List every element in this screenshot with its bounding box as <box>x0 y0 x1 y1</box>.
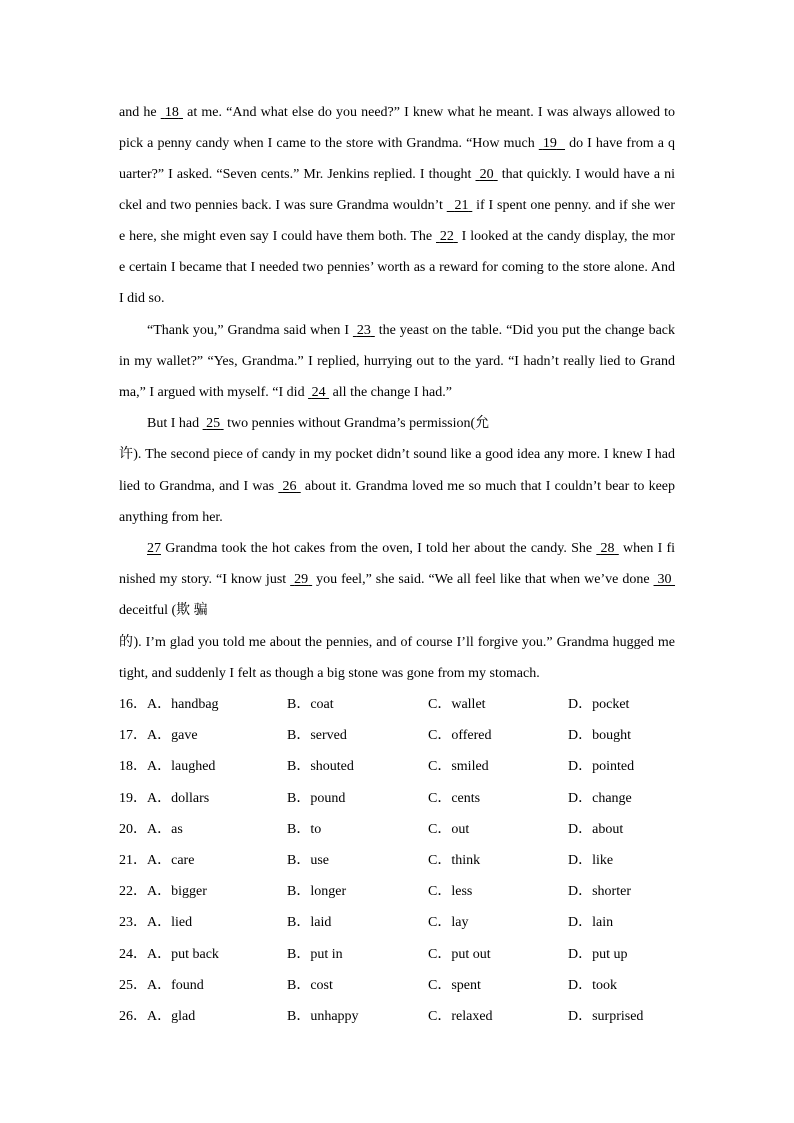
passage-text: you feel,” she said. “We all feel like that when we’ve done <box>312 572 654 587</box>
question-number: 21． <box>119 853 147 868</box>
question-row <box>119 822 699 838</box>
passage-text: if I spent one penny. and if she wer <box>472 198 676 213</box>
passage-text: about it. Grandma loved me so much that I couldn’t bear to keep <box>300 479 676 494</box>
passage-text: deceitful (欺 骗 <box>119 603 208 618</box>
passage-text: ma,” I argued with myself. “I did <box>119 385 309 400</box>
passage-line <box>119 572 675 588</box>
option-c: C．lay <box>428 915 469 930</box>
option-c: C．smiled <box>428 759 489 774</box>
passage-line <box>147 323 675 339</box>
option-c: C．out <box>428 822 470 837</box>
option-b: B．put in <box>287 947 343 962</box>
option-a: A．bigger <box>147 884 207 899</box>
blank-30: 30 <box>657 572 672 587</box>
blank-19: 19 <box>542 136 557 151</box>
blank-26: 26 <box>282 479 297 494</box>
blank-25: 25 <box>206 416 221 431</box>
passage-text: in my wallet?” “Yes, Grandma.” I replied, hurrying out to the yard. “I hadn’t really lied to Grand <box>119 354 675 369</box>
option-b: B．shouted <box>287 759 354 774</box>
option-b: B．use <box>287 853 329 868</box>
option-d: D．surprised <box>568 1009 644 1024</box>
passage-text: ckel and two pennies back. I was sure Grandma wouldn’t <box>119 198 447 213</box>
option-a: A．dollars <box>147 791 210 806</box>
option-a: A．lied <box>147 915 193 930</box>
passage-text: lied to Grandma, and I was <box>119 479 279 494</box>
option-d: D．lain <box>568 915 614 930</box>
passage-text: But I had <box>147 416 203 431</box>
question-row <box>119 947 699 963</box>
option-d: D．shorter <box>568 884 631 899</box>
passage-text: when I fi <box>618 541 676 556</box>
option-d: D．pointed <box>568 759 635 774</box>
passage-text: Grandma took the hot cakes from the oven, I told her about the candy. She <box>161 541 597 556</box>
option-b: B．laid <box>287 915 332 930</box>
option-d: D．about <box>568 822 624 837</box>
passage-line <box>147 416 675 432</box>
passage-line <box>119 666 675 682</box>
passage-text: anything from her. <box>119 510 223 525</box>
option-c: C．put out <box>428 947 491 962</box>
passage-text: “Thank you,” Grandma said when I <box>147 323 353 338</box>
passage-text: that quickly. I would have a ni <box>497 167 676 182</box>
option-c: C．cents <box>428 791 481 806</box>
passage-line <box>119 354 675 370</box>
passage-text: two pennies without Grandma’s permission(允 <box>223 416 490 431</box>
passage-text: e here, she might even say I could have them both. The <box>119 229 436 244</box>
question-row <box>119 915 699 931</box>
question-number: 26． <box>119 1009 147 1024</box>
blank-27: 27 <box>147 541 161 556</box>
option-b: B．served <box>287 728 347 743</box>
passage-line <box>119 291 675 307</box>
option-c: C．less <box>428 884 473 899</box>
passage-text: tight, and suddenly I felt as though a big stone was gone from my stomach. <box>119 666 540 681</box>
passage-line <box>147 541 675 557</box>
passage-line <box>119 198 675 214</box>
option-b: B．longer <box>287 884 347 899</box>
passage-text: do I have from a q <box>565 136 675 151</box>
option-b: B．coat <box>287 697 334 712</box>
question-number: 25． <box>119 978 147 993</box>
question-row <box>119 978 699 994</box>
option-a: A．care <box>147 853 195 868</box>
passage-line <box>119 479 675 495</box>
question-number: 18． <box>119 759 147 774</box>
question-row <box>119 884 699 900</box>
question-row <box>119 728 699 744</box>
option-a: A．laughed <box>147 759 216 774</box>
question-number: 22． <box>119 884 147 899</box>
passage-line <box>119 385 675 401</box>
blank-23: 23 <box>356 323 371 338</box>
option-a: A．as <box>147 822 183 837</box>
passage-line <box>119 603 675 619</box>
question-row <box>119 791 699 807</box>
blank-22: 22 <box>439 229 454 244</box>
blank-24: 24 <box>311 385 326 400</box>
passage-text: 许). The second piece of candy in my pocket didn’t sound like a good idea any more. I knew I had <box>119 447 675 462</box>
option-a: A．found <box>147 978 204 993</box>
passage-text: nished my story. “I know just <box>119 572 291 587</box>
option-d: D．took <box>568 978 617 993</box>
option-a: A．glad <box>147 1009 196 1024</box>
passage-text: e certain I became that I needed two pennies’ worth as a reward for coming to the store alone. And <box>119 260 675 275</box>
option-c: C．spent <box>428 978 481 993</box>
passage-text: and he <box>119 105 161 120</box>
option-c: C．offered <box>428 728 492 743</box>
passage-text: all the change I had.” <box>329 385 452 400</box>
passage-line <box>119 136 675 152</box>
question-row <box>119 1009 699 1025</box>
option-b: B．to <box>287 822 322 837</box>
passage-line <box>119 510 675 526</box>
option-c: C．wallet <box>428 697 486 712</box>
blank-28: 28 <box>600 541 615 556</box>
option-d: D．pocket <box>568 697 630 712</box>
option-a: A．put back <box>147 947 219 962</box>
blank-29: 29 <box>294 572 309 587</box>
option-d: D．change <box>568 791 632 806</box>
question-number: 17． <box>119 728 147 743</box>
passage-line <box>119 229 675 245</box>
passage-text: I did so. <box>119 291 165 306</box>
passage-line <box>119 105 675 121</box>
option-b: B．unhappy <box>287 1009 359 1024</box>
option-a: A．gave <box>147 728 198 743</box>
option-a: A．handbag <box>147 697 219 712</box>
passage-text: the yeast on the table. “Did you put the change back <box>374 323 676 338</box>
option-d: D．like <box>568 853 614 868</box>
passage-text: 的). I’m glad you told me about the pennies, and of course I’ll forgive you.” Grandma hugged me <box>119 635 675 650</box>
option-d: D．put up <box>568 947 628 962</box>
blank-18: 18 <box>164 105 179 120</box>
question-number: 24． <box>119 947 147 962</box>
option-c: C．think <box>428 853 481 868</box>
option-c: C．relaxed <box>428 1009 493 1024</box>
option-b: B．pound <box>287 791 346 806</box>
question-row <box>119 697 699 713</box>
option-b: B．cost <box>287 978 333 993</box>
question-row <box>119 759 699 775</box>
passage-text: I looked at the candy display, the mor <box>457 229 675 244</box>
question-row <box>119 853 699 869</box>
question-number: 23． <box>119 915 147 930</box>
passage-text: uarter?” I asked. “Seven cents.” Mr. Jenkins replied. I thought <box>119 167 476 182</box>
question-number: 19． <box>119 791 147 806</box>
passage-line <box>119 167 675 183</box>
passage-line <box>119 447 675 463</box>
blank-20: 20 <box>479 167 494 182</box>
blank-21: 21 <box>454 198 469 213</box>
passage-line <box>119 260 675 276</box>
question-number: 20． <box>119 822 147 837</box>
passage-line <box>119 635 675 651</box>
option-d: D．bought <box>568 728 631 743</box>
passage-text: pick a penny candy when I came to the store with Grandma. “How much <box>119 136 539 151</box>
question-number: 16． <box>119 697 147 712</box>
passage-text: at me. “And what else do you need?” I knew what he meant. I was always allowed to <box>183 105 675 120</box>
